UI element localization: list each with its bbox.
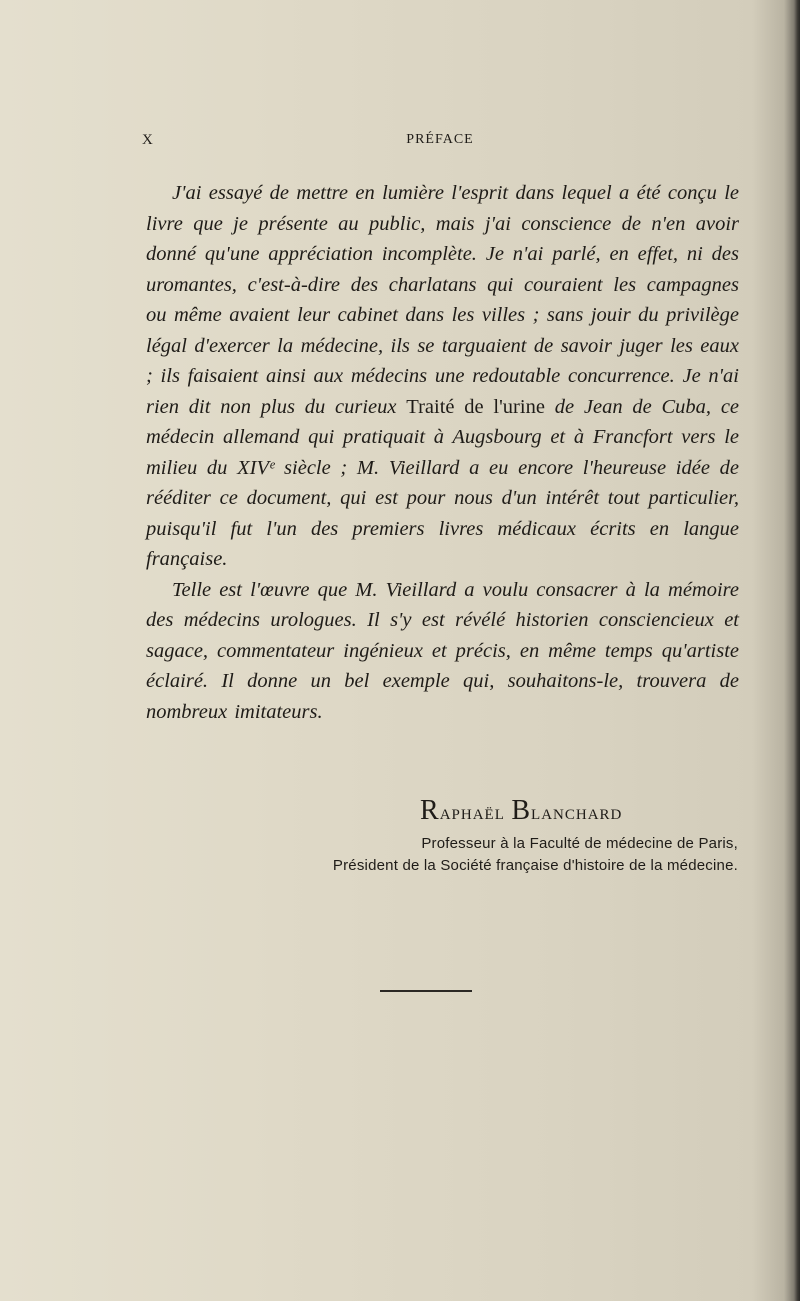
page-header bbox=[142, 132, 738, 156]
paragraph-1 bbox=[146, 178, 739, 575]
running-title: PRÉFACE bbox=[406, 132, 474, 147]
signature-last-rest: lanchard bbox=[531, 799, 623, 824]
signature-last-initial: B bbox=[511, 795, 532, 826]
signature-first-rest: aphaël bbox=[439, 799, 505, 824]
signature-first-initial: R bbox=[420, 795, 440, 826]
author-affiliation-2: Président de la Société française d'histoire de la médecine. bbox=[332, 857, 738, 874]
page-number: X bbox=[142, 132, 154, 148]
preface-text bbox=[146, 178, 739, 727]
end-rule bbox=[380, 990, 472, 992]
author-affiliation-1: Professeur à la Faculté de médecine de Paris, bbox=[421, 835, 738, 852]
book-title-traite: Traité de l'urine bbox=[406, 395, 545, 418]
paragraph-1-text-b: de Jean de Cuba, ce médecin allemand qui pratiquait à Augsbourg et à Francfort vers le milieu du XIVᵉ siècle ; M. Vieillard a eu encore l'heureuse idée de rééditer ce document, qui est pour nous d'un intérêt tout particulier, puisqu'il fut l'un des premiers livres médicaux écrits en langue française. bbox=[146, 395, 740, 570]
paragraph-1-text-a: J'ai essayé de mettre en lumière l'esprit dans lequel a été conçu le livre que je présente au public, mais j'ai conscience de n'en avoir donné qu'une appréciation incomplète. Je n'ai parlé, en effet, ni des uromantes, c'est-à-dire des charlatans qui couraient les campagnes ou même avaient leur cabinet dans les villes ; sans jouir du privilège légal d'exercer la médecine, ils se targuaient de savoir juger les eaux ; ils faisaient ainsi aux médecins une redoutable concurrence. Je n'ai rien dit non plus du curieux bbox=[146, 182, 739, 418]
author-signature bbox=[420, 795, 622, 827]
page-edge-shadow bbox=[794, 0, 800, 1301]
paragraph-2: Telle est l'œuvre que M. Vieillard a voulu consacrer à la mémoire des médecins urologues. Il s'y est révélé historien consciencieux et sagace, commentateur ingénieux et précis, en même temps qu'artiste éclairé. Il donne un bel exemple qui, souhaitons-le, trouvera de nombreux imitateurs. bbox=[146, 578, 739, 723]
